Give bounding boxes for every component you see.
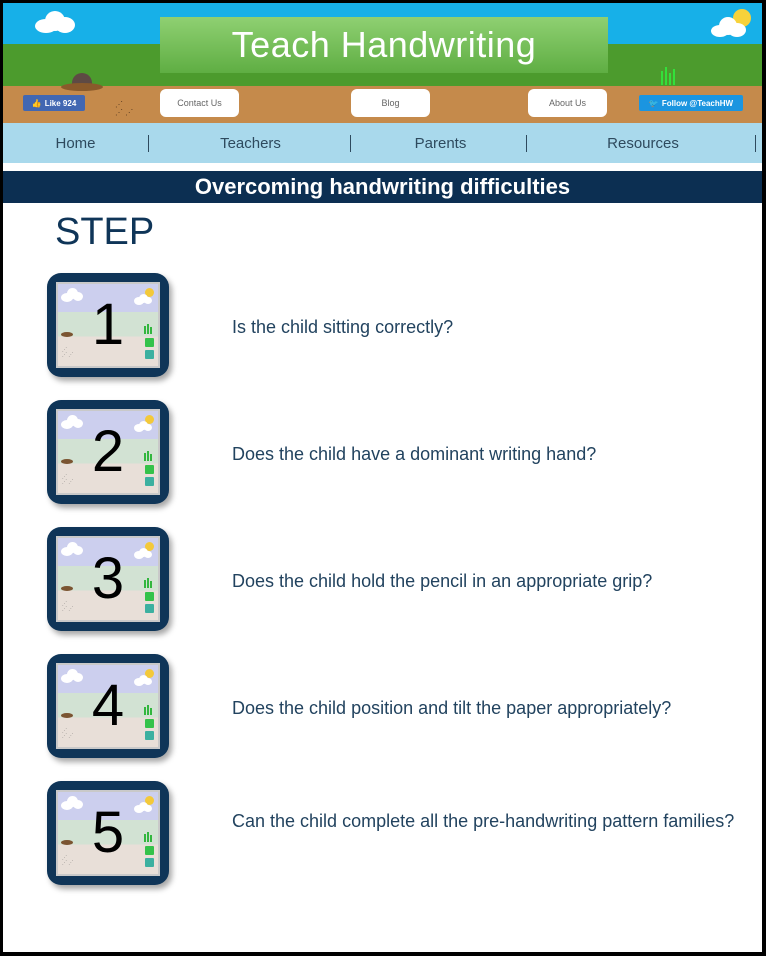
ants-icon: ⋰ ⋰ ⋰: [62, 728, 74, 739]
mole-icon: [61, 332, 73, 337]
mole-icon: [61, 459, 73, 464]
pause-icon: [145, 350, 154, 359]
page-banner: [3, 171, 762, 203]
step-question: Does the child hold the pencil in an appropriate grip?: [232, 571, 653, 591]
next-arrow-icon: [145, 465, 154, 474]
step-item: [3, 781, 762, 886]
nav-separator: [755, 135, 756, 152]
nav-item-teachers[interactable]: Teachers: [220, 134, 281, 152]
mole-icon: [61, 71, 103, 91]
ants-icon: ⋰ ⋰ ⋰: [62, 474, 74, 485]
site-title: Teach Handwriting: [231, 24, 537, 65]
step-item: [3, 654, 762, 759]
nav-separator: [350, 135, 351, 152]
mole-icon: [61, 586, 73, 591]
step-question: Does the child have a dominant writing hand?: [232, 444, 597, 464]
grass-tuft-icon: [659, 65, 679, 85]
contact-us-button[interactable]: Contact Us: [160, 89, 239, 117]
grass-tuft-icon: [144, 705, 154, 715]
step-question: Does the child position and tilt the paper appropriately?: [232, 698, 672, 718]
step-question: Can the child complete all the pre-handwriting pattern families?: [232, 811, 735, 831]
step-number: 2: [91, 419, 125, 484]
page: [3, 3, 762, 952]
cloud-icon: [711, 15, 747, 39]
step-number: 3: [91, 546, 125, 611]
main-nav: [3, 123, 762, 163]
nav-separator: [148, 135, 149, 152]
step-number: 4: [91, 673, 125, 738]
mole-icon: [61, 840, 73, 845]
step-tile[interactable]: [47, 273, 169, 377]
twitter-bird-icon: 🐦: [648, 98, 659, 108]
next-arrow-icon: [145, 338, 154, 347]
cloud-icon: [35, 9, 77, 35]
header: [3, 3, 762, 123]
pause-icon: [145, 604, 154, 613]
facebook-like-label: Like 924: [44, 98, 77, 108]
next-arrow-icon: [145, 592, 154, 601]
about-us-button[interactable]: About Us: [528, 89, 607, 117]
next-arrow-icon: [145, 719, 154, 728]
thumbs-up-icon: 👍: [31, 98, 42, 108]
step-tile[interactable]: [47, 654, 169, 758]
site-title-box: [160, 17, 608, 73]
pause-icon: [145, 731, 154, 740]
next-arrow-icon: [145, 846, 154, 855]
pause-icon: [145, 858, 154, 867]
grass-tuft-icon: [144, 451, 154, 461]
blog-button[interactable]: Blog: [351, 89, 430, 117]
ants-icon: ⋰ ⋰ ⋰: [62, 347, 74, 358]
twitter-follow-button[interactable]: [639, 95, 743, 111]
step-number: 1: [91, 292, 125, 357]
page-title: Overcoming handwriting difficulties: [194, 174, 571, 199]
step-item: [3, 527, 762, 632]
step-item: [3, 400, 762, 505]
nav-item-home[interactable]: Home: [55, 134, 96, 152]
grass-tuft-icon: [144, 578, 154, 588]
facebook-like-button[interactable]: [23, 95, 85, 111]
pause-icon: [145, 477, 154, 486]
twitter-follow-label: Follow @TeachHW: [661, 98, 734, 108]
step-tile[interactable]: [47, 527, 169, 631]
ants-icon: ⋰ ⋰ ⋰: [115, 100, 134, 117]
step-question: Is the child sitting correctly?: [232, 317, 454, 337]
step-tile[interactable]: [47, 400, 169, 504]
step-item: [3, 273, 762, 378]
grass-tuft-icon: [144, 832, 154, 842]
step-number: 5: [91, 800, 125, 865]
nav-separator: [526, 135, 527, 152]
nav-item-parents[interactable]: Parents: [414, 134, 467, 152]
grass-tuft-icon: [144, 324, 154, 334]
nav-item-resources[interactable]: Resources: [607, 134, 679, 152]
step-tile[interactable]: [47, 781, 169, 885]
mole-icon: [61, 713, 73, 718]
ants-icon: ⋰ ⋰ ⋰: [62, 601, 74, 612]
step-heading: STEP: [55, 211, 155, 253]
ants-icon: ⋰ ⋰ ⋰: [62, 855, 74, 866]
